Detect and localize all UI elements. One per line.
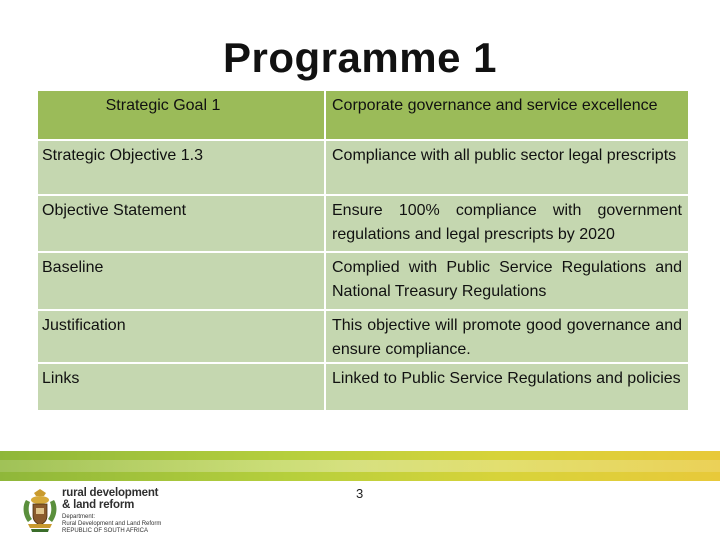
footer-band-highlight <box>0 460 720 472</box>
logo-line: rural development <box>62 487 159 499</box>
table-cell-label: Objective Statement <box>37 195 325 252</box>
table-cell-value: Linked to Public Service Regulations and policies <box>325 363 689 411</box>
table-row <box>37 310 689 363</box>
table-cell-value: Corporate governance and service excellence <box>325 90 689 140</box>
logo-line: REPUBLIC OF SOUTH AFRICA <box>62 528 149 534</box>
table-cell-value: Compliance with all public sector legal prescripts <box>325 140 689 195</box>
logo-line: & land reform <box>62 499 135 511</box>
coat-of-arms-logo <box>20 486 60 534</box>
table-row <box>37 140 689 195</box>
slide-title: Programme 1 <box>223 34 497 81</box>
department-logo-text <box>62 487 161 535</box>
table-row <box>37 252 689 310</box>
logo-line: Rural Development and Land Reform <box>62 521 162 527</box>
table-cell-value: Complied with Public Service Regulations and National Treasury Regulations <box>325 252 689 310</box>
table-cell-label: Strategic Goal 1 <box>37 90 325 140</box>
table-row <box>37 363 689 411</box>
table-cell-value: This objective will promote good governance and ensure compliance. <box>325 310 689 363</box>
table-row <box>37 90 689 140</box>
table-cell-label: Strategic Objective 1.3 <box>37 140 325 195</box>
table-cell-label: Baseline <box>37 252 325 310</box>
page-number: 3 <box>356 486 364 501</box>
logo-line: Department: <box>62 514 96 520</box>
table-row <box>37 195 689 252</box>
programme-table <box>36 89 690 412</box>
table-cell-value: Ensure 100% compliance with government regulations and legal prescripts by 2020 <box>325 195 689 252</box>
table-cell-label: Justification <box>37 310 325 363</box>
table-cell-label: Links <box>37 363 325 411</box>
